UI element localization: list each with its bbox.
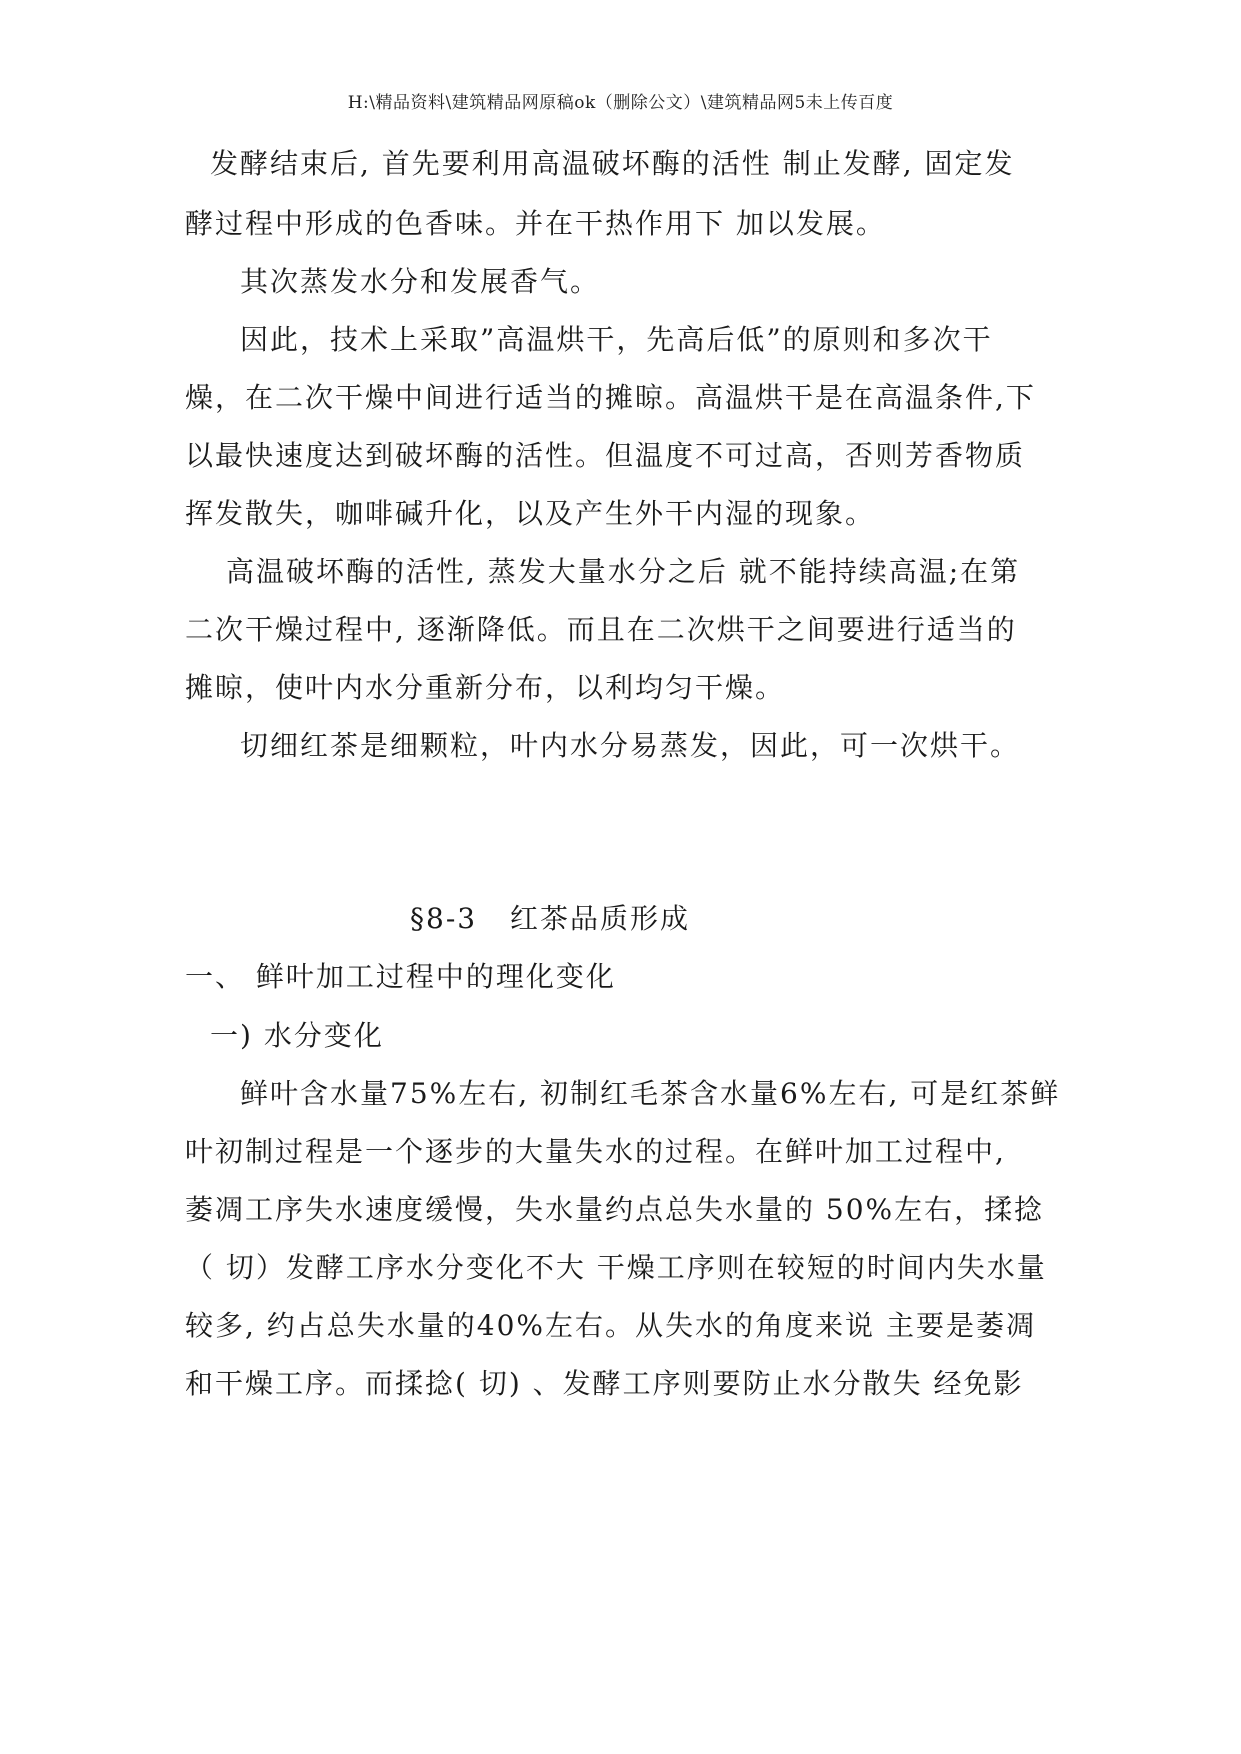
paragraph-line: 因此，技术上采取”高温烘干，先高后低”的原则和多次干 bbox=[240, 323, 993, 356]
paragraph-line: 酵过程中形成的色香味。并在干热作用下 加以发展。 bbox=[185, 207, 886, 240]
paragraph-line: 二次干燥过程中, 逐渐降低。而且在二次烘干之间要进行适当的 bbox=[185, 613, 1017, 646]
section-title: 红茶品质形成 bbox=[510, 902, 691, 935]
section-title-number: §8-3 bbox=[410, 902, 478, 935]
paragraph-line: 挥发散失，咖啡碱升化，以及产生外干内湿的现象。 bbox=[185, 497, 876, 530]
paragraph-line: （ 切）发酵工序水分变化不大 干燥工序则在较短的时间内失水量 bbox=[185, 1251, 1047, 1284]
subheading: 一、 鲜叶加工过程中的理化变化 bbox=[185, 960, 616, 993]
paragraph-line: 以最快速度达到破坏酶的活性。但温度不可过高，否则芳香物质 bbox=[185, 439, 1026, 472]
paragraph-line: 燥，在二次干燥中间进行适当的摊晾。高温烘干是在高温条件,下 bbox=[185, 381, 1036, 414]
paragraph-line: 其次蒸发水分和发展香气。 bbox=[240, 265, 601, 298]
paragraph-line: 和干燥工序。而揉捻( 切) 、发酵工序则要防止水分散失 经免影 bbox=[185, 1367, 1024, 1400]
paragraph-line: 叶初制过程是一个逐步的大量失水的过程。在鲜叶加工过程中, bbox=[185, 1135, 1006, 1168]
document-header-path: H:\精品资料\建筑精品网原稿ok（删除公文）\建筑精品网5未上传百度 bbox=[347, 93, 894, 113]
paragraph-line: 发酵结束后, 首先要利用高温破坏酶的活性 制止发酵, 固定发 bbox=[210, 147, 1015, 180]
paragraph-line: 萎凋工序失水速度缓慢，失水量约点总失水量的 50%左右，揉捻 bbox=[185, 1193, 1045, 1226]
paragraph-line: 切细红茶是细颗粒，叶内水分易蒸发，因此，可一次烘干。 bbox=[240, 729, 1021, 762]
paragraph-line: 高温破坏酶的活性, 蒸发大量水分之后 就不能持续高温;在第 bbox=[226, 555, 1021, 588]
paragraph-line: 鲜叶含水量75%左右, 初制红毛茶含水量6%左右, 可是红茶鲜 bbox=[240, 1077, 1061, 1110]
sub-subheading: 一) 水分变化 bbox=[210, 1019, 384, 1052]
paragraph-line: 摊晾，使叶内水分重新分布，以利均匀干燥。 bbox=[185, 671, 786, 704]
paragraph-line: 较多, 约占总失水量的40%左右。从失水的角度来说 主要是萎凋 bbox=[185, 1309, 1036, 1342]
